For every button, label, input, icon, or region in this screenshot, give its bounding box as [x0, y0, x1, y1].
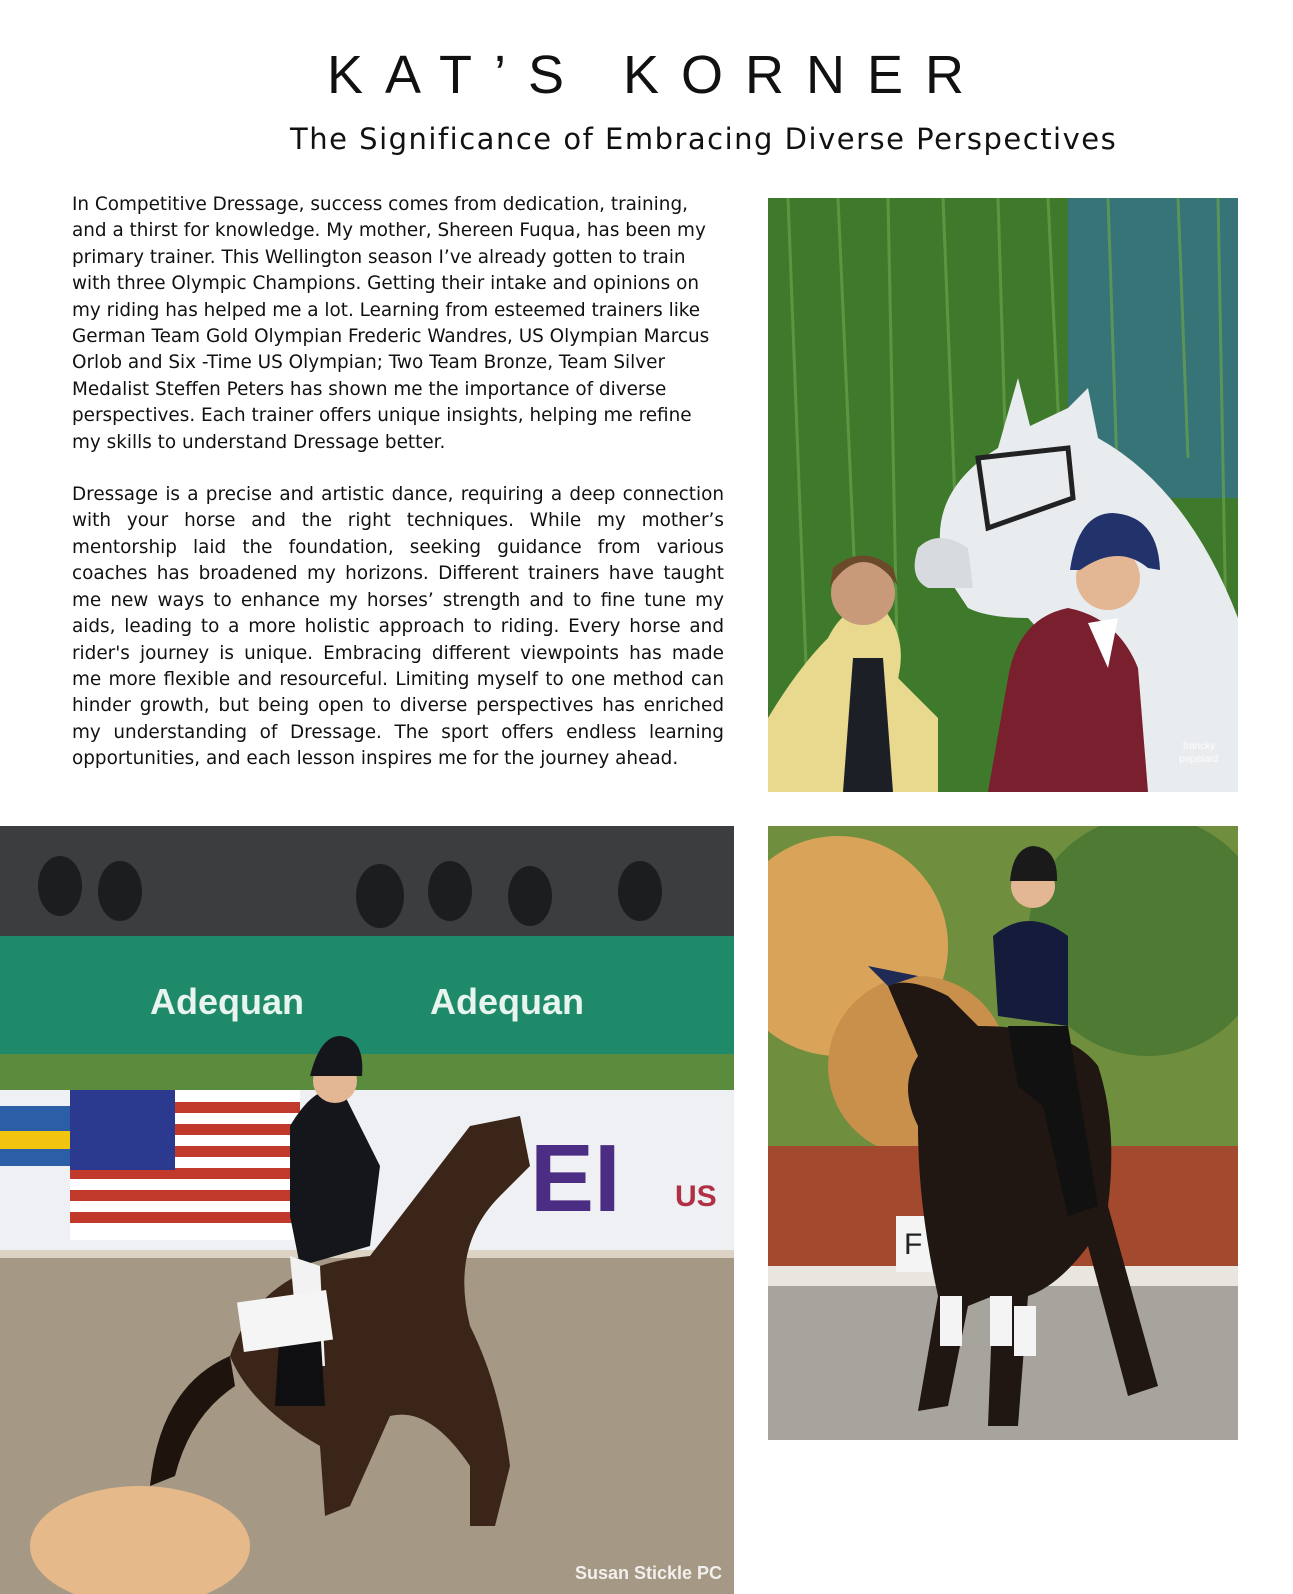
photo-credit-bottom-left: Susan Stickle PC — [574, 1563, 722, 1583]
article-body — [72, 192, 724, 773]
board-text: EI — [530, 1125, 621, 1232]
training-image — [768, 826, 1238, 1440]
photo-credit-top: francky papelard — [1179, 741, 1219, 765]
photo-training — [768, 826, 1238, 1440]
board-logo: US — [675, 1180, 717, 1213]
page-title: KAT’S KORNER — [326, 45, 987, 105]
page-subtitle: The Significance of Embracing Diverse Perspectives — [290, 122, 1118, 156]
photo-horse-portrait — [768, 198, 1238, 792]
horse-portrait-image — [768, 198, 1238, 792]
article-paragraph: Dressage is a precise and artistic dance, requiring a deep connection with your horse and the right techniques. While my mother’s mentorship laid the foundation, seeking guidance from various coaches has broadened my horizons. Different trainers have taught me new ways to enhance my horses’ strength and to fine tune my aids, leading to a more holistic approach to riding. Every horse and rider's journey is unique. Embracing different viewpoints has made me more flexible and resourceful. Limiting myself to one method can hinder growth, but being open to diverse perspectives has enriched my understanding of Dressage. The sport offers endless learning opportunities, and each lesson inspires me for the journey ahead. — [72, 484, 724, 770]
banner-text: Adequan — [430, 981, 585, 1022]
photo-competition — [0, 826, 734, 1594]
arena-letter: F — [904, 1228, 923, 1261]
banner-text: Adequan — [150, 981, 305, 1022]
competition-image — [0, 826, 734, 1594]
article-paragraph: In Competitive Dressage, success comes from dedication, training, and a thirst for knowledge. My mother, Shereen Fuqua, has been my primary trainer. This Wellington season I’ve already gotten to train with three Olympic Champions. Getting their intake and opinions on my riding has helped me a lot. Learning from esteemed trainers like German Team Gold Olympian Frederic Wandres, US Olympian Marcus Orlob and Six -Time US Olympian; Two Team Bronze, Team Silver Medalist Steffen Peters has shown me the importance of diverse perspectives. Each trainer offers unique insights, helping me refine my skills to understand Dressage better. — [72, 194, 710, 453]
